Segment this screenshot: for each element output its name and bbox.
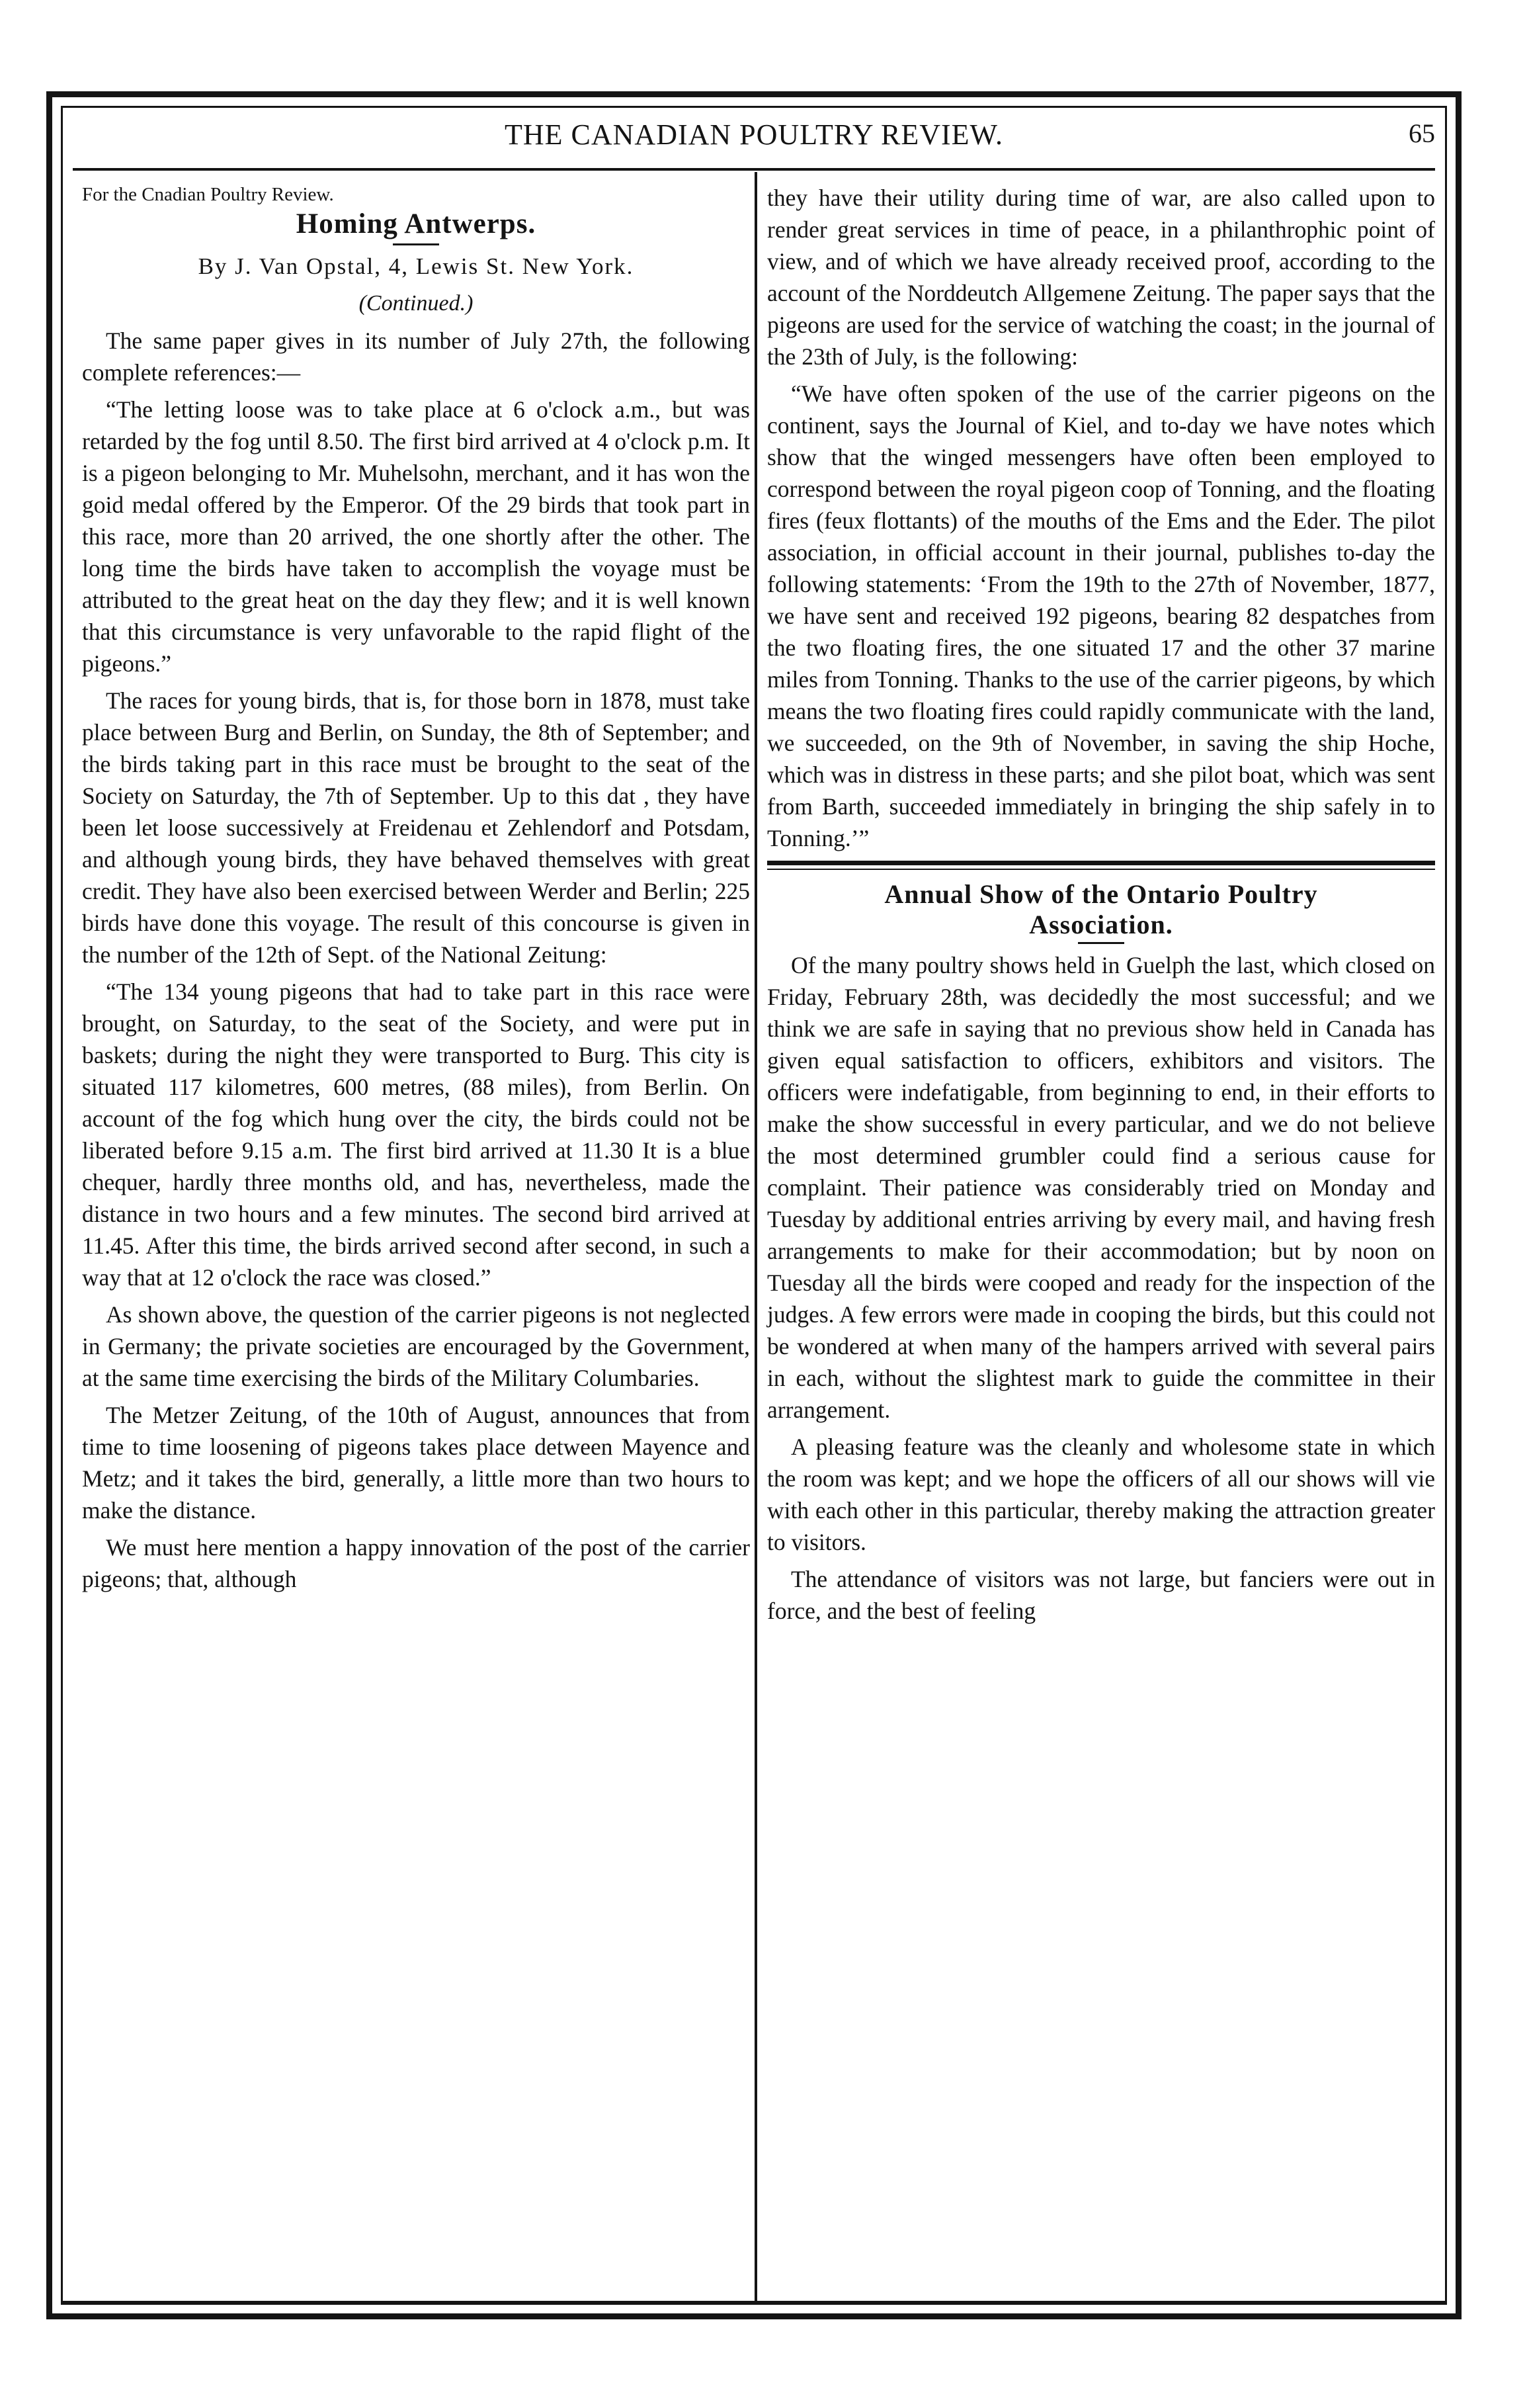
paragraph: Of the many poultry shows held in Guelph the last, which closed on Friday, February 28th, was decidedly the most successful; and we think we are safe in saying that no previous show held in Canada has given equal satisfaction to officers, exhibitors and visitors. The officers were indefatigable, from beginning to end, in their efforts to make the show successful in every particular, and we do not believe the most determined grumbler could find a serious cause for complaint. Their patience was considerably tried on Monday and Tuesday by additional entries arriving by every mail, and having fresh arrangements to make for their accommodation; but by noon on Tuesday all the birds were cooped and ready for the inspection of the judges. A few errors were made in cooping the birds, but this could not be wondered at when many of the hampers arrived with several pairs in each, without the slightest mark to guide the committee in their arrangement. (767, 952, 1435, 1423)
title-rule (1078, 942, 1124, 944)
paragraph: The Metzer Zeitung, of the 10th of August, announces that from time to time loosening of pigeons takes place detween Mayence and Metz; and it takes the bird, generally, a little more than two hours to make the distance. (82, 1402, 750, 1524)
continued-note: (Continued.) (358, 291, 474, 316)
paragraph: “We have often spoken of the use of the carrier pigeons on the continent, says the Journal of Kiel, and to-day we have notes which show that the winged messengers have often been employed to correspond between the royal pigeon coop of Tonning, and the floating fires (feux flottants) of the mouths of the Ems and the Eder. The pilot association, in official account in their journal, publishes to-day the following statements: ‘From the 19th to the 27th of November, 1877, we have sent and received 192 pigeons, bearing 82 despatches from the two floating fires, the one situated 17 and the other 37 marine miles from Tonning. Thanks to the use of the carrier pigeons, by which means the two floating fires could rapidly communicate with the land, we succeeded, on the 9th of November, in saving the ship Hoche, which was in distress in these parts; and she pilot boat, which was sent from Barth, succeeded immediately in bringing the ship safely in to Tonning.’” (767, 380, 1435, 851)
left-column (82, 182, 750, 1600)
right-column (767, 182, 1435, 1632)
column-divider (755, 172, 757, 2301)
bottom-rule (61, 2301, 1447, 2303)
paragraph: “The 134 young pigeons that had to take part in this race were brought, on Saturday, to the seat of the Society, and were put in baskets; during the night they were transported to Burg. This city is situated 117 kilometres, 600 metres, (88 miles), from Berlin. On account of the fog which hung over the city, the birds could not be liberated before 9.15 a.m. The first bird arrived at 11.30 It is a blue chequer, hardly three months old, and has, nevertheless, made the distance in two hours and a few minutes. The second bird arrived at 11.45. After this time, the birds arrived second after second, in such a way that at 12 o'clock the race was closed.” (82, 978, 750, 1291)
header-rule (73, 168, 1435, 171)
byline: By J. Van Opstal, 4, Lewis St. New York. (198, 253, 634, 279)
title-rule (393, 243, 439, 245)
paragraph: We must here mention a happy innovation of the post of the carrier pigeons; that, although (82, 1534, 750, 1592)
article-title: Homing Antwerps. (296, 208, 536, 239)
article-separator-thin (767, 869, 1435, 870)
paragraph: As shown above, the question of the carrier pigeons is not neglected in Germany; the private societies are encouraged by the Government, at the same time exercising the birds of the Military Columbaries. (82, 1301, 750, 1391)
page-number: 65 (1409, 118, 1435, 148)
article-title (767, 879, 1435, 940)
paragraph: The attendance of visitors was not large, but fanciers were out in force, and the best of feeling (767, 1566, 1435, 1624)
paragraph: they have their utility during time of war, are also called upon to render great services in time of peace, in a philanthrophic point of view, and of which we have already received proof, according to the account of the Norddeutch Allgemene Zeitung. The paper says that the pigeons are used for the service of watching the coast; in the journal of the 23th of July, is the following: (767, 185, 1435, 370)
paragraph: The same paper gives in its number of July 27th, the following complete references:— (82, 327, 750, 386)
running-header (73, 111, 1435, 157)
article-credit: For the Cnadian Poultry Review. (82, 184, 334, 205)
article-title-line: Association. (1029, 910, 1173, 939)
journal-title: THE CANADIAN POULTRY REVIEW. (505, 118, 1003, 151)
article-separator (767, 861, 1435, 865)
paragraph: “The letting loose was to take place at 6 o'clock a.m., but was retarded by the fog until 8.50. The first bird arrived at 4 o'clock p.m. It is a pigeon belonging to Mr. Muhelsohn, merchant, and it has won the goid medal offered by the Emperor. Of the 29 birds that took part in this race, more than 20 arrived, the one shortly after the other. The long time the birds have taken to accomplish the voyage must be attributed to the great heat on the day they flew; and it is well known that this circumstance is very unfavorable to the rapid flight of the pigeons.” (82, 396, 750, 677)
article-title-line: Annual Show of the Ontario Poultry (884, 879, 1318, 909)
paragraph: A pleasing feature was the cleanly and wholesome state in which the room was kept; and we hope the officers of all our shows will vie with each other in this particular, thereby making the attraction greater to visitors. (767, 1434, 1435, 1555)
paragraph: The races for young birds, that is, for those born in 1878, must take place between Burg and Berlin, on Sunday, the 8th of September; and the birds taking part in this race must be brought to the seat of the Society on Saturday, the 7th of September. Up to this dat , they have been let loose successively at Freidenau et Zehlendorf and Potsdam, and although young birds, they have behaved themselves with great credit. They have also been exercised between Werder and Berlin; 225 birds have done this voyage. The result of this concourse is given in the number of the 12th of Sept. of the National Zeitung: (82, 687, 750, 968)
